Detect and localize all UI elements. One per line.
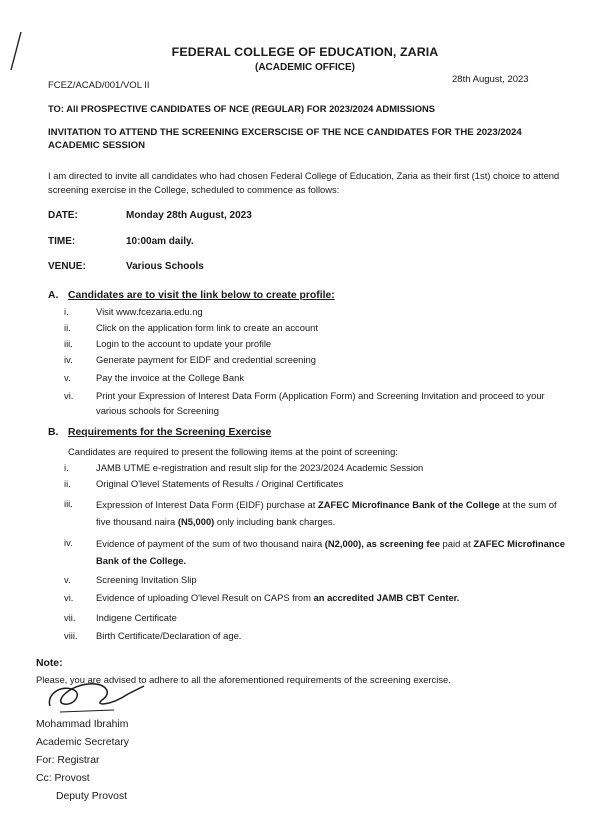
item-number: vii. — [64, 612, 76, 623]
letter-date: 28th August, 2023 — [452, 74, 529, 85]
item-text: Print your Expression of Interest Data Form (Application Form) and Screening Invitation and proceed to your various schools for Screening — [96, 390, 545, 416]
item-text — [96, 496, 566, 530]
item-text: Generate payment for EIDF and credential screening — [96, 354, 316, 365]
cc-provost: Cc: Provost — [36, 773, 90, 784]
item-text: JAMB UTME e-registration and result slip for the 2023/2024 Academic Session — [96, 462, 424, 473]
intro-paragraph: I am directed to invite all candidates who had chosen Federal College of Education, Zaria as their first (1st) choice to attend screening exercise in the College, scheduled to commence as follows: — [48, 170, 560, 195]
item-text-part: only including bank charges. — [214, 516, 336, 527]
item-number: iv. — [64, 537, 73, 548]
signatory-title: Academic Secretary — [36, 737, 129, 748]
section-b-intro: Candidates are required to present the following items at the point of screening: — [68, 446, 398, 457]
item-number: vi. — [64, 592, 74, 603]
bank-name: ZAFEC Microfinance Bank of the College — [317, 499, 500, 510]
amount: (N5,000) — [177, 516, 215, 527]
item-number: ii. — [64, 478, 71, 489]
item-text — [96, 590, 566, 605]
college-name: FEDERAL COLLEGE OF EDUCATION, ZARIA — [171, 45, 439, 59]
venue-label: VENUE: — [48, 261, 86, 272]
date-label: DATE: — [48, 210, 78, 221]
item-text-part: Evidence of uploading O'level Result on CAPS from — [96, 592, 314, 603]
item-number: iii. — [64, 338, 73, 349]
office-name: (ACADEMIC OFFICE) — [255, 62, 355, 73]
item-text-part: at the sum of five thousand naira — [96, 499, 557, 527]
item-number: ii. — [64, 322, 71, 333]
amount: (N2,000), as screening fee — [324, 538, 440, 549]
item-number: v. — [64, 574, 71, 585]
item-text: Pay the invoice at the College Bank — [96, 372, 245, 383]
time-value: 10:00am daily. — [126, 236, 194, 247]
handwritten-signature — [44, 676, 154, 720]
item-number: iii. — [64, 498, 73, 509]
item-text — [96, 535, 566, 569]
item-text-part: Expression of Interest Data Form (EIDF) purchase at — [96, 499, 318, 510]
signatory-name: Mohammad Ibrahim — [36, 719, 129, 730]
date-value: Monday 28th August, 2023 — [126, 210, 252, 221]
section-b-title: Requirements for the Screening Exercise — [68, 427, 272, 438]
note-text: Please, you are advised to adhere to all the aforementioned requirements of the screening exercise. — [36, 674, 451, 685]
item-number: i. — [64, 462, 69, 473]
item-text: Visit www.fcezaria.edu.ng — [96, 306, 203, 317]
item-text: Click on the application form link to create an account — [96, 322, 318, 333]
item-number: v. — [64, 372, 71, 383]
bank-name: ZAFEC Microfinance Bank of the College. — [96, 538, 565, 566]
invitation-title: INVITATION TO ATTEND THE SCREENING EXCERSCISE OF THE NCE CANDIDATES FOR THE 2023/2024 ACADEMIC SESSION — [48, 127, 522, 151]
signature-block — [36, 716, 129, 806]
item-number: viii. — [64, 630, 78, 641]
time-label: TIME: — [48, 236, 76, 247]
venue-value: Various Schools — [126, 261, 204, 272]
section-b-letter: B. — [48, 427, 59, 438]
section-a-title: Candidates are to visit the link below to create profile: — [68, 290, 335, 301]
item-number: iv. — [64, 354, 73, 365]
item-text: Original O'level Statements of Results / Original Certificates — [96, 478, 344, 489]
item-text: Screening Invitation Slip — [96, 574, 197, 585]
item-text: Indigene Certificate — [96, 612, 177, 623]
item-number: vi. — [64, 390, 74, 401]
cbt-center: an accredited JAMB CBT Center. — [313, 592, 460, 603]
for-registrar: For: Registrar — [36, 755, 100, 766]
item-text-part: Evidence of payment of the sum of two thousand naira — [96, 538, 325, 549]
reference-number: FCEZ/ACAD/001/VOL II — [48, 80, 150, 91]
item-text: Login to the account to update your profile — [96, 338, 272, 349]
section-a-letter: A. — [48, 290, 59, 301]
item-number: i. — [64, 306, 69, 317]
item-text-part: paid at — [439, 538, 474, 549]
pen-stroke-mark — [8, 30, 24, 74]
item-text: Birth Certificate/Declaration of age. — [96, 630, 242, 641]
note-label: Note: — [36, 658, 63, 669]
cc-deputy-provost: Deputy Provost — [56, 791, 128, 802]
addressee-line: TO: All PROSPECTIVE CANDIDATES OF NCE (REGULAR) FOR 2023/2024 ADMISSIONS — [48, 103, 436, 114]
